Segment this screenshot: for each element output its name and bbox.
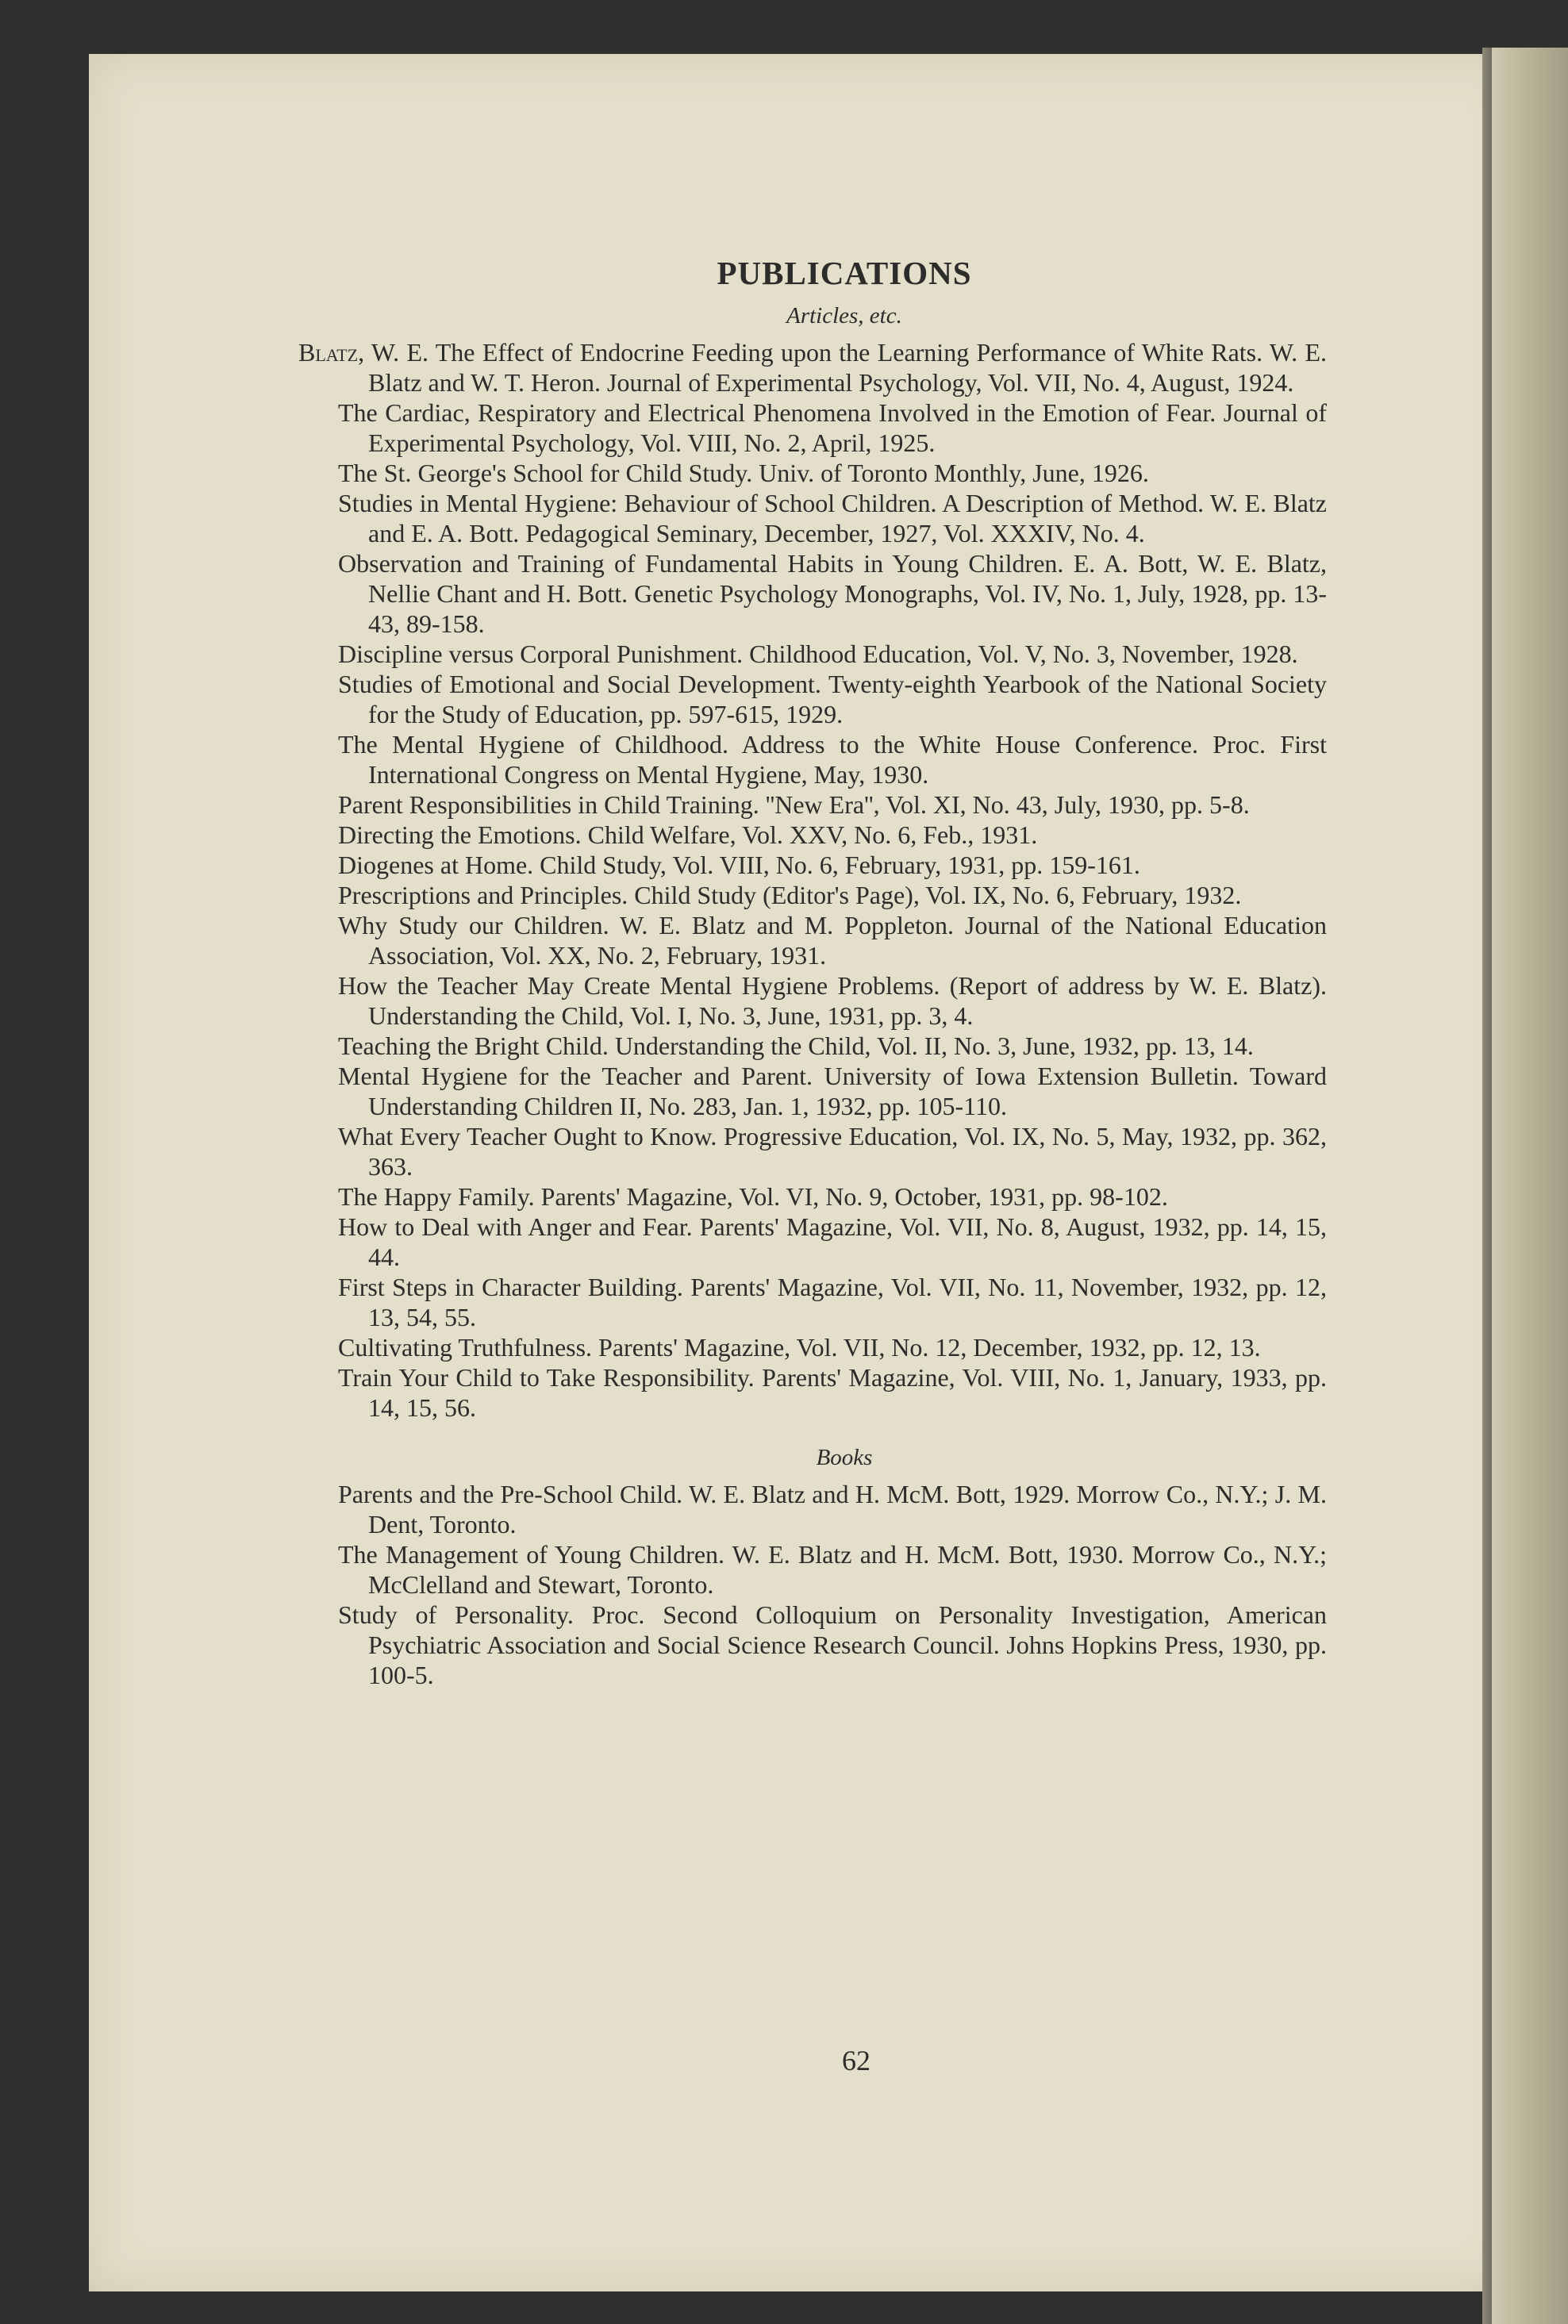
entry-text: The Effect of Endocrine Feeding upon the Learning Performance of White Rats. W. E. Blatz and W. T. Heron. Journal of Experimental Psychology, Vol. VII, No. 4, August, 1924. [368, 338, 1328, 397]
list-item: The St. George's School for Child Study. Univ. of Toronto Monthly, June, 1926. [338, 459, 1149, 487]
list-item: Diogenes at Home. Child Study, Vol. VIII, No. 6, February, 1931, pp. 159-161. [338, 851, 1140, 879]
page-number: 62 [842, 2045, 870, 2076]
list-item: How the Teacher May Create Mental Hygiene Problems. (Report of address by W. E. Blatz). Understanding the Child, Vol. I, No. 3, June, 1931, pp. 3, 4. [338, 971, 1327, 1030]
list-item: Cultivating Truthfulness. Parents' Magazine, Vol. VII, No. 12, December, 1932, pp. 12, 13. [338, 1333, 1261, 1362]
list-item: How to Deal with Anger and Fear. Parents' Magazine, Vol. VII, No. 8, August, 1932, pp. 14, 15, 44. [338, 1212, 1327, 1271]
list-item: Studies of Emotional and Social Development. Twenty-eighth Yearbook of the National Society for the Study of Education, pp. 597-615, 1929. [338, 670, 1327, 728]
list-item: Train Your Child to Take Responsibility. Parents' Magazine, Vol. VIII, No. 1, January, 1933, pp. 14, 15, 56. [338, 1363, 1327, 1422]
page-title: PUBLICATIONS [717, 255, 972, 291]
books-section-title: Books [816, 1445, 873, 1470]
list-item: Parent Responsibilities in Child Training. ''New Era'', Vol. XI, No. 43, July, 1930, pp. 5-8. [338, 790, 1250, 819]
list-item: Studies in Mental Hygiene: Behaviour of School Children. A Description of Method. W. E. Blatz and E. A. Bott. Pedagogical Seminary, December, 1927, Vol. XXXIV, No. 4. [338, 489, 1327, 547]
list-item: Study of Personality. Proc. Second Colloquium on Personality Investigation, American Psychiatric Association and Social Science Research Council. Johns Hopkins Press, 1930, pp. 100-5. [338, 1600, 1327, 1689]
list-item: Observation and Training of Fundamental Habits in Young Children. E. A. Bott, W. E. Blatz, Nellie Chant and H. Bott. Genetic Psychology Monographs, Vol. IV, No. 1, July, 1928, pp. 13-43, 89-158. [338, 549, 1327, 638]
list-item: The Cardiac, Respiratory and Electrical Phenomena Involved in the Emotion of Fear. Journal of Experimental Psychology, Vol. VIII, No. 2, April, 1925. [338, 398, 1327, 457]
list-item: Why Study our Children. W. E. Blatz and M. Poppleton. Journal of the National Education Association, Vol. XX, No. 2, February, 1931. [338, 911, 1327, 970]
list-item: Directing the Emotions. Child Welfare, Vol. XXV, No. 6, Feb., 1931. [338, 820, 1038, 849]
list-item: Discipline versus Corporal Punishment. Childhood Education, Vol. V, No. 3, November, 1928. [338, 640, 1298, 668]
list-item: Prescriptions and Principles. Child Study (Editor's Page), Vol. IX, No. 6, February, 1932. [338, 881, 1242, 909]
articles-section-title: Articles, etc. [786, 303, 902, 328]
articles-list [298, 337, 1327, 1423]
list-item: Mental Hygiene for the Teacher and Parent. University of Iowa Extension Bulletin. Toward Understanding Children II, No. 283, Jan. 1, 1932, pp. 105-110. [338, 1062, 1327, 1120]
list-item [298, 337, 1327, 398]
list-item: Teaching the Bright Child. Understanding the Child, Vol. II, No. 3, June, 1932, pp. 13, 14. [338, 1031, 1254, 1060]
author-name: Blatz, W. E. [298, 338, 429, 367]
list-item: The Happy Family. Parents' Magazine, Vol. VI, No. 9, October, 1931, pp. 98-102. [338, 1182, 1168, 1211]
list-item: First Steps in Character Building. Parents' Magazine, Vol. VII, No. 11, November, 1932, pp. 12, 13, 54, 55. [338, 1273, 1327, 1331]
list-item: The Management of Young Children. W. E. Blatz and H. McM. Bott, 1930. Morrow Co., N.Y.; McClelland and Stewart, Toronto. [338, 1540, 1327, 1599]
page-content [298, 254, 1328, 2076]
books-list [298, 1479, 1327, 1690]
list-item: The Mental Hygiene of Childhood. Address to the White House Conference. Proc. First International Congress on Mental Hygiene, May, 1930. [338, 730, 1327, 789]
list-item: Parents and the Pre-School Child. W. E. Blatz and H. McM. Bott, 1929. Morrow Co., N.Y.; J. M. Dent, Toronto. [338, 1480, 1327, 1538]
list-item: What Every Teacher Ought to Know. Progressive Education, Vol. IX, No. 5, May, 1932, pp. 362, 363. [338, 1122, 1327, 1181]
facing-page-edge [1492, 48, 1568, 2324]
